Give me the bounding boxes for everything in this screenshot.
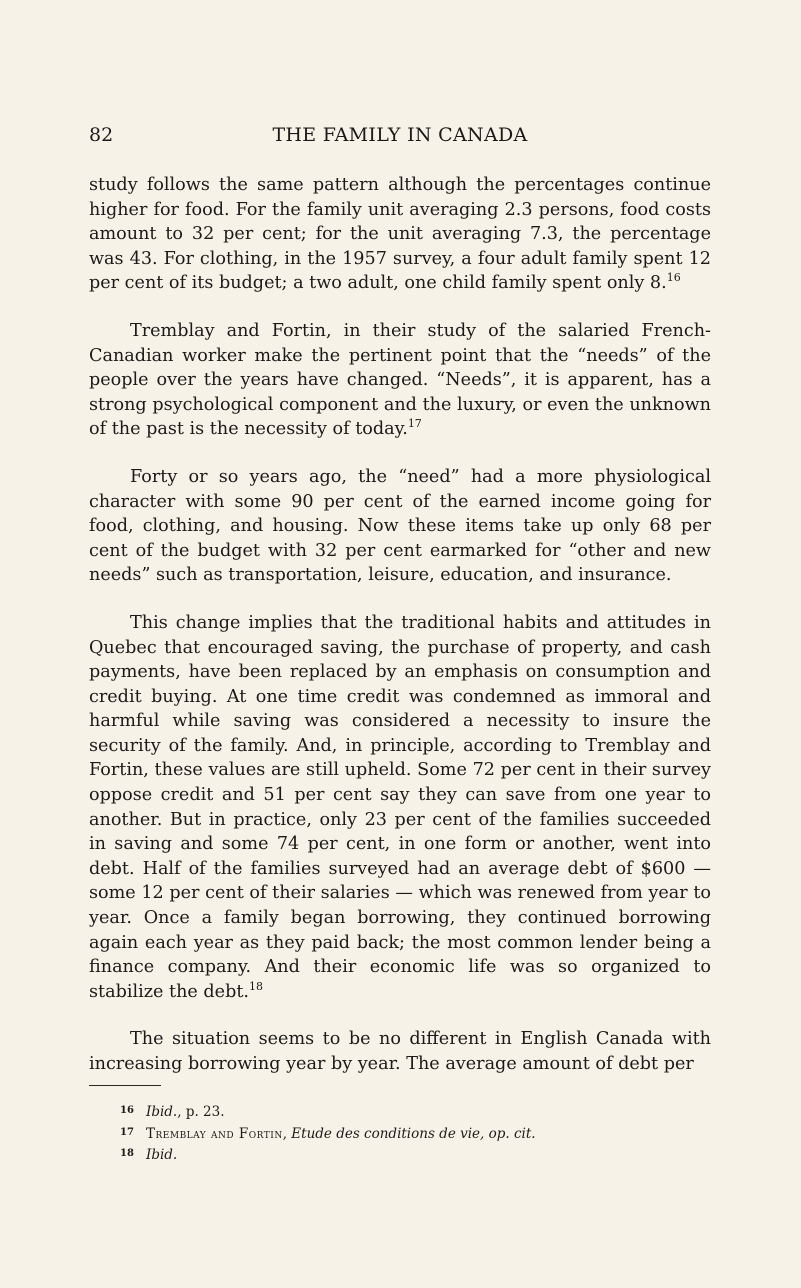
footnote — [120, 1101, 700, 1123]
paragraph-text: study follows the same pattern although the percentages continue higher for food. For the family unit averaging 2.3 persons, food costs amount to 32 per cent; for the unit averaging 7.3, the percentage was 43. For clothing, in the 1957 survey, a four adult family spent 12 per cent of its budget; a two adult, one child family spent only 8. — [89, 175, 711, 294]
footnote-citation: Ibid. — [146, 1147, 178, 1163]
footnote-ref: 16 — [666, 271, 681, 285]
footnote-authors: Tremblay and Fortin — [146, 1125, 283, 1142]
paragraph-text: Forty or so years ago, the “need” had a more physiological character with some 90 per cent of the earned income going for food, clothing, and housing. Now these items take up only 68 per cent of the budget with 32 per cent earmarked for “other and new needs” such as transportation, leisure, education, and insurance. — [89, 466, 711, 586]
footnote-title: Etude des conditions de vie, op. cit. — [291, 1125, 536, 1142]
paragraph — [89, 611, 711, 1005]
page-header — [89, 124, 711, 148]
footnotes — [120, 1101, 700, 1166]
paragraph — [89, 319, 711, 442]
paragraph-text: The situation seems to be no different in English Canada with increasing borrowing year by year. The average amount of debt per — [89, 1029, 711, 1074]
page-number: 82 — [89, 124, 114, 146]
paragraph-text: This change implies that the traditional habits and attitudes in Quebec that encouraged saving, the purchase of property, and cash payments, have been replaced by an emphasis on consumption and credit buying. At one time credit was condemned as immoral and harmful while saving was considered a necessity to insure the security of the family. And, in principle, according to Tremblay and Fortin, these values are still upheld. Some 72 per cent in their survey oppose credit and 51 per cent say they can save from one year to another. But in practice, only 23 per cent of the families succeeded in saving and some 74 per cent, in one form or another, went into debt. Half of the families surveyed had an average debt of $600 — some 12 per cent of their salaries — which was renewed from year to year. Once a family began borrowing, they continued borrowing again each year as they paid back; the most common lender being a finance company. And their economic life was so organized to stabilize the debt. — [89, 612, 711, 1002]
footnote-number: 18 — [120, 1148, 134, 1159]
footnote — [120, 1123, 700, 1145]
footnote-number: 17 — [120, 1126, 134, 1138]
paragraph — [89, 1027, 711, 1076]
footnote-citation: Ibid. — [146, 1104, 178, 1120]
footnote-detail: , p. 23. — [177, 1104, 225, 1120]
paragraph-text: Tremblay and Fortin, in their study of the salaried French-Canadian worker make the pertinent point that the “needs” of the people over the years have changed. “Needs”, it is apparent, has a strong psychological component and the luxury, or even the unknown of the past is the necessity of today. — [89, 320, 711, 440]
body-text — [89, 173, 711, 1077]
footnote-divider — [89, 1085, 161, 1086]
footnote-separator: , — [282, 1125, 287, 1142]
running-head: THE FAMILY IN CANADA — [272, 124, 528, 146]
paragraph — [89, 465, 711, 588]
paragraph — [89, 173, 711, 296]
footnote — [120, 1144, 700, 1166]
footnote-ref: 17 — [407, 417, 422, 431]
footnote-number: 16 — [120, 1105, 134, 1116]
footnote-ref: 18 — [249, 979, 264, 993]
